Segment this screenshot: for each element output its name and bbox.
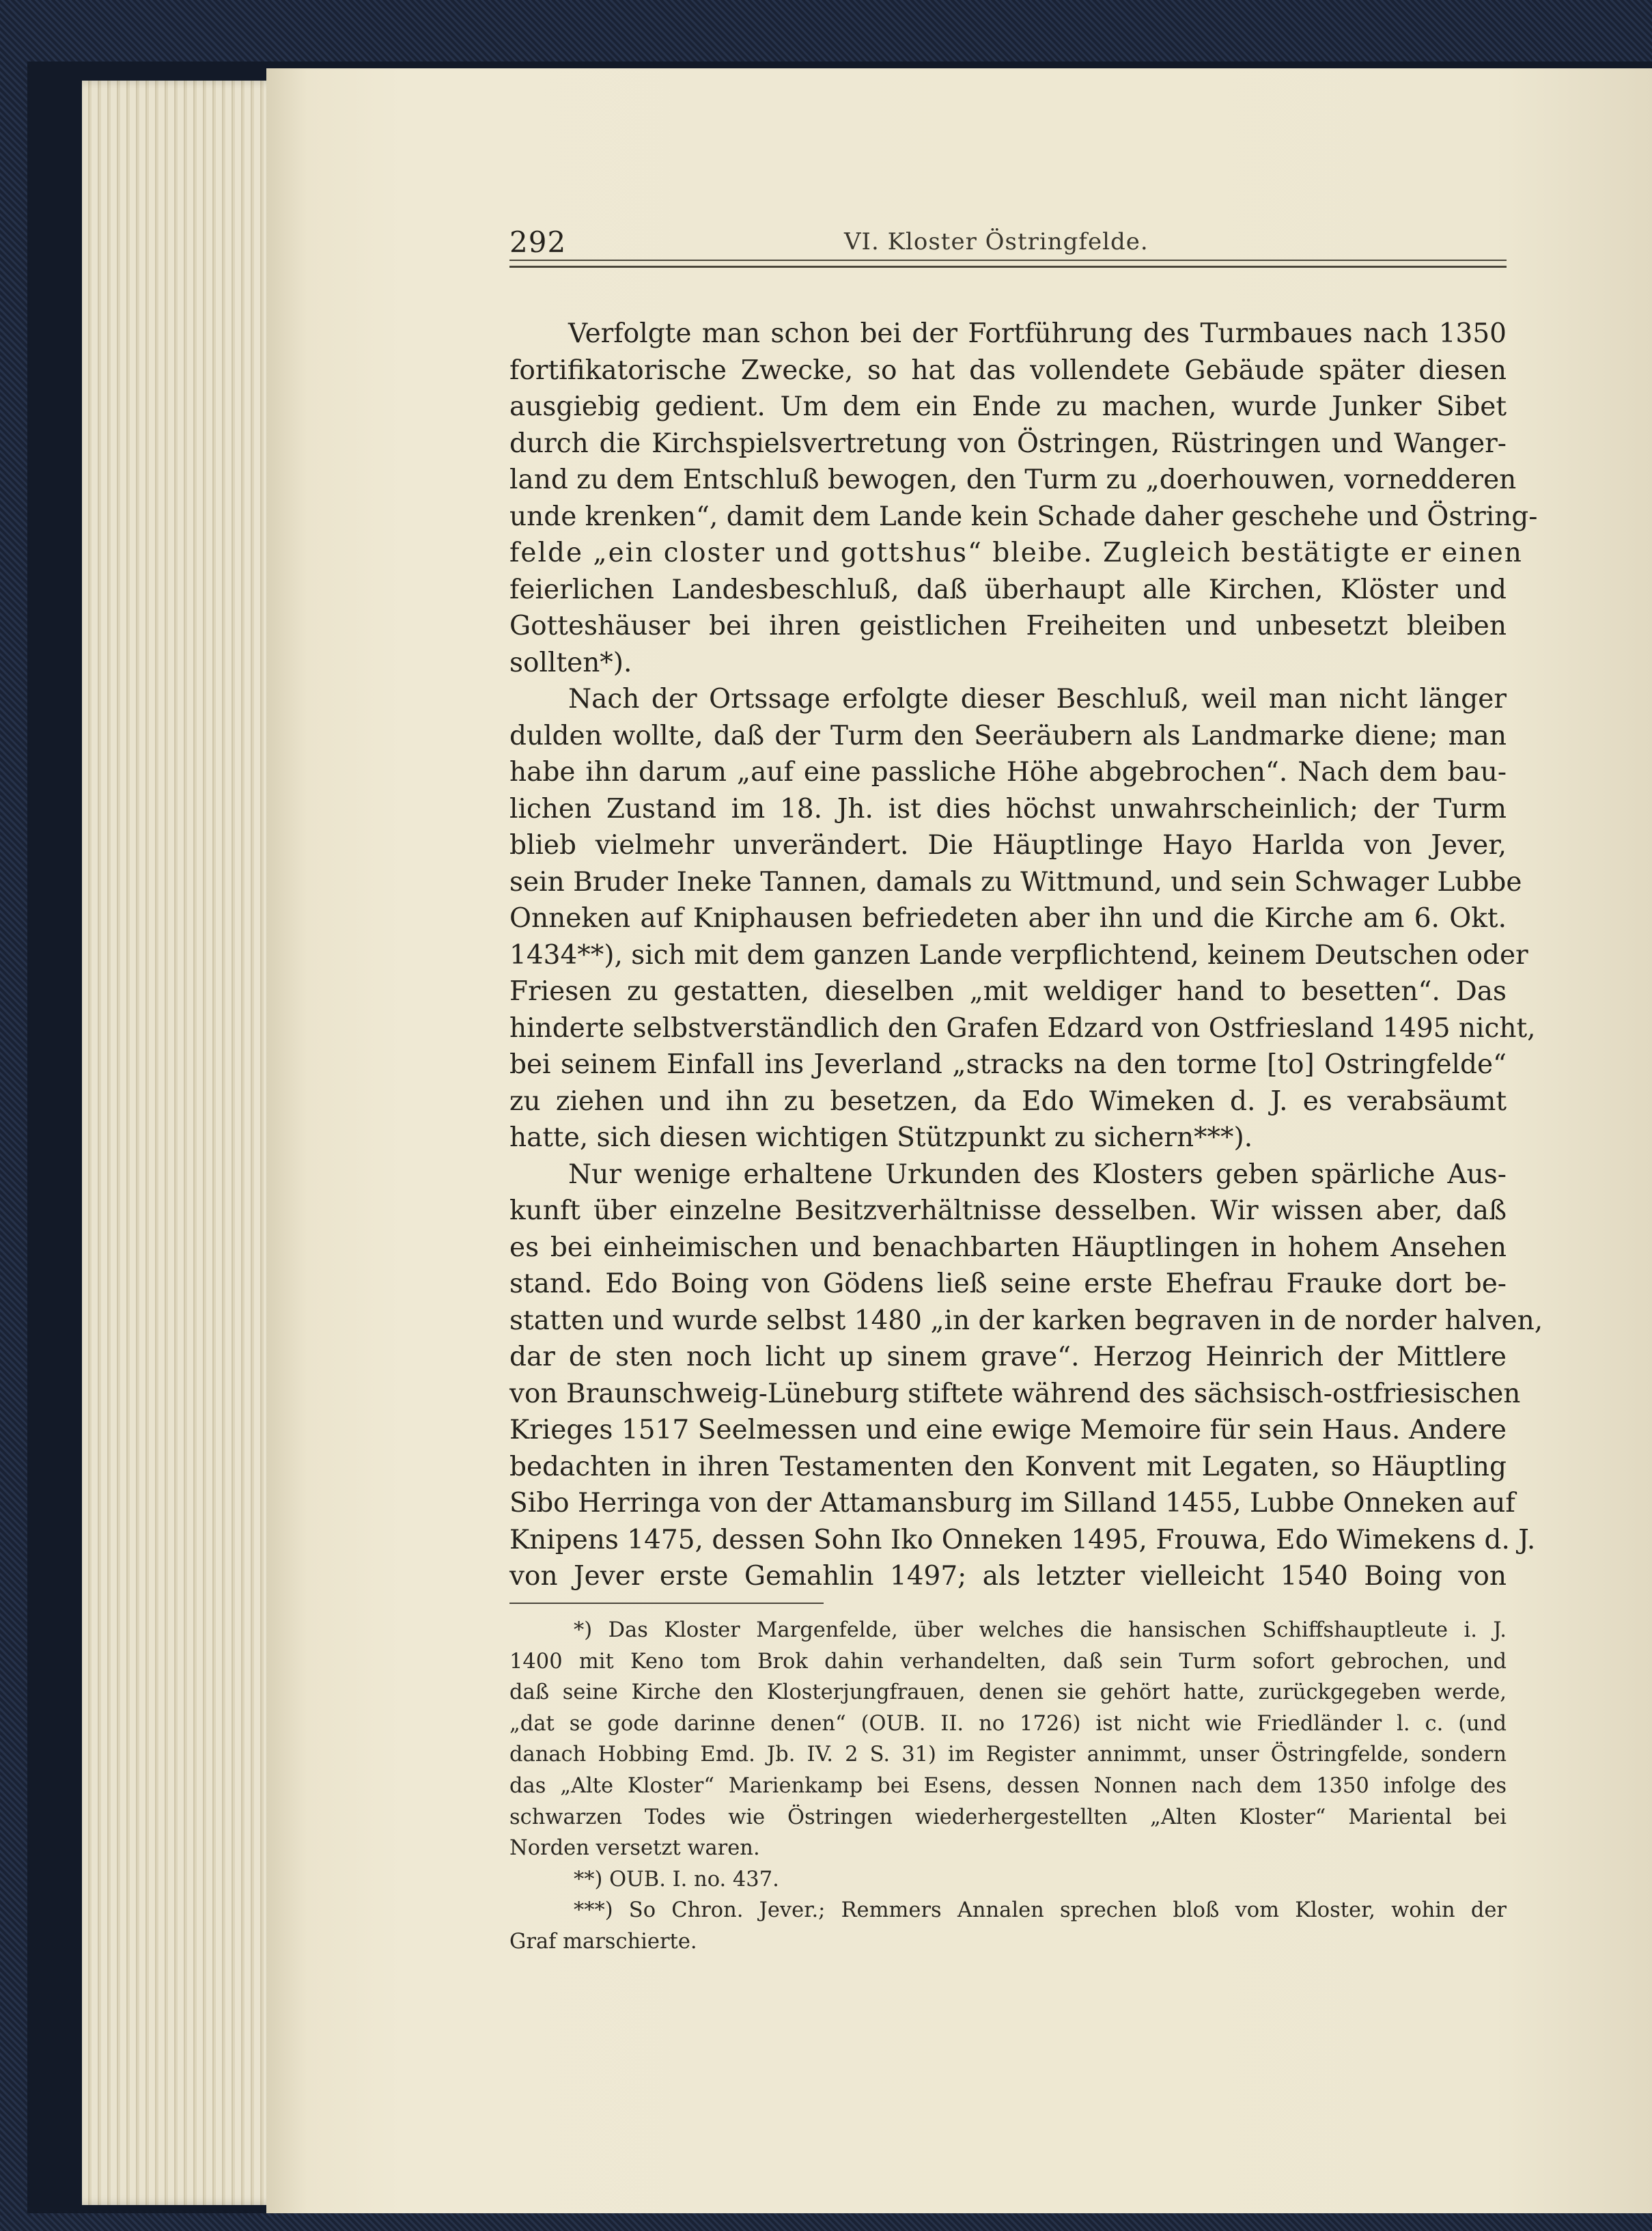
running-title: VI. Kloster Östringfelde. xyxy=(844,228,1149,255)
body-line: 1434**), sich mit dem ganzen Lande verpflichtend, keinem Deutschen oder xyxy=(509,939,1528,971)
body-line: lichen Zustand im 18. Jh. ist dies höchst unwahrscheinlich; der Turm xyxy=(509,793,1507,824)
page-edges xyxy=(82,81,280,2205)
footnote-line: ***) So Chron. Jever.; Remmers Annalen sprechen bloß vom Kloster, wohin der xyxy=(574,1898,1507,1923)
body-line: fortifikatorische Zwecke, so hat das vollendete Gebäude später diesen xyxy=(509,355,1507,386)
header-rule-top xyxy=(509,260,1507,261)
footnote-line: danach Hobbing Emd. Jb. IV. 2 S. 31) im Register annimmt, unser Östringfelde, sondern xyxy=(509,1743,1507,1767)
body-line: hinderte selbstverständlich den Grafen Edzard von Ostfriesland 1495 nicht, xyxy=(509,1012,1536,1044)
body-line: ausgiebig gedient. Um dem ein Ende zu machen, wurde Junker Sibet xyxy=(509,391,1507,422)
footnote-line: „dat se gode darinne denen“ (OUB. II. no 1726) ist nicht wie Friedländer l. c. (und xyxy=(509,1711,1507,1736)
body-line: von Braunschweig-Lüneburg stiftete während des sächsisch-ostfriesischen xyxy=(509,1378,1521,1409)
body-line: Knipens 1475, dessen Sohn Iko Onneken 1495, Frouwa, Edo Wimekens d. J. xyxy=(509,1524,1536,1555)
body-line: Sibo Herringa von der Attamansburg im Silland 1455, Lubbe Onneken auf xyxy=(509,1488,1515,1519)
body-line: bedachten in ihren Testamenten den Konvent mit Legaten, so Häuptling xyxy=(509,1451,1507,1482)
body-line: stand. Edo Boing von Gödens ließ seine erste Ehefrau Frauke dort be- xyxy=(509,1269,1507,1299)
header-rule-bottom xyxy=(509,266,1507,268)
body-line: Onneken auf Kniphausen befriedeten aber ihn und die Kirche am 6. Okt. xyxy=(509,903,1507,934)
page-number: 292 xyxy=(509,225,567,259)
body-line: Nur wenige erhaltene Urkunden des Klosters geben spärliche Aus- xyxy=(568,1159,1507,1190)
body-line: durch die Kirchspielsvertretung von Östringen, Rüstringen und Wanger- xyxy=(509,428,1507,459)
body-line: felde „ein closter und gottshus“ bleibe. Zugleich bestätigte er einen xyxy=(509,538,1523,568)
body-text xyxy=(509,316,1543,1595)
footnote-line: das „Alte Kloster“ Marienkamp bei Esens, dessen Nonnen nach dem 1350 infolge des xyxy=(509,1773,1507,1798)
footnote-line: **) OUB. I. no. 437. xyxy=(574,1867,779,1892)
body-line: dulden wollte, daß der Turm den Seeräubern als Landmarke diene; man xyxy=(509,720,1507,751)
body-line: Nach der Ortssage erfolgte dieser Beschluß, weil man nicht länger xyxy=(568,684,1507,715)
body-line: blieb vielmehr unverändert. Die Häuptlinge Hayo Harlda von Jever, xyxy=(509,830,1507,861)
body-line: kunft über einzelne Besitzverhältnisse desselben. Wir wissen aber, daß xyxy=(509,1195,1507,1226)
body-line: Gotteshäuser bei ihren geistlichen Freiheiten und unbesetzt bleiben xyxy=(509,611,1507,641)
body-line: zu ziehen und ihn zu besetzen, da Edo Wimeken d. J. es verabsäumt xyxy=(509,1085,1507,1117)
footnote-line: Graf marschierte. xyxy=(509,1929,697,1954)
footnote-rule xyxy=(509,1603,824,1604)
body-line: unde krenken“, damit dem Lande kein Schade daher geschehe und Östring- xyxy=(509,501,1538,532)
footnotes xyxy=(509,1615,1507,1958)
footnote-line: *) Das Kloster Margenfelde, über welches die hansischen Schiffshauptleute i. J. xyxy=(574,1618,1507,1642)
body-line: Krieges 1517 Seelmessen und eine ewige Memoire für sein Haus. Andere xyxy=(509,1415,1507,1445)
body-line: hatte, sich diesen wichtigen Stützpunkt zu sichern***). xyxy=(509,1122,1253,1153)
body-line: habe ihn darum „auf eine passliche Höhe abgebrochen“. Nach dem bau- xyxy=(509,757,1507,788)
body-line: dar de sten noch licht up sinem grave“. Herzog Heinrich der Mittlere xyxy=(509,1342,1507,1372)
footnote-line: Norden versetzt waren. xyxy=(509,1836,760,1861)
footnote-line: daß seine Kirche den Klosterjungfrauen, denen sie gehört hatte, zurückgegeben werde, xyxy=(509,1680,1507,1705)
footnote-line: schwarzen Todes wie Östringen wiederhergestellten „Alten Kloster“ Mariental bei xyxy=(509,1805,1507,1829)
body-line: Friesen zu gestatten, dieselben „mit weldiger hand to besetten“. Das xyxy=(509,976,1507,1007)
body-line: feierlichen Landesbeschluß, daß überhaupt alle Kirchen, Klöster und xyxy=(509,574,1507,605)
body-line: land zu dem Entschluß bewogen, den Turm zu „doerhouwen, vornedderen xyxy=(509,465,1517,495)
body-line: sein Bruder Ineke Tannen, damals zu Wittmund, und sein Schwager Lubbe xyxy=(509,866,1522,898)
body-line: sollten*). xyxy=(509,647,632,678)
body-line: von Jever erste Gemahlin 1497; als letzter vielleicht 1540 Boing von xyxy=(509,1561,1507,1592)
footnote-line: 1400 mit Keno tom Brok dahin verhandelten, daß sein Turm sofort gebrochen, und xyxy=(509,1649,1507,1674)
body-line: statten und wurde selbst 1480 „in der karken begraven in de norder halven, xyxy=(509,1305,1543,1336)
body-line: bei seinem Einfall ins Jeverland „stracks na den torme [to] Ostringfelde“ xyxy=(509,1049,1507,1080)
body-line: es bei einheimischen und benachbarten Häuptlingen in hohem Ansehen xyxy=(509,1232,1507,1263)
body-line: Verfolgte man schon bei der Fortführung des Turmbaues nach 1350 xyxy=(568,318,1507,349)
